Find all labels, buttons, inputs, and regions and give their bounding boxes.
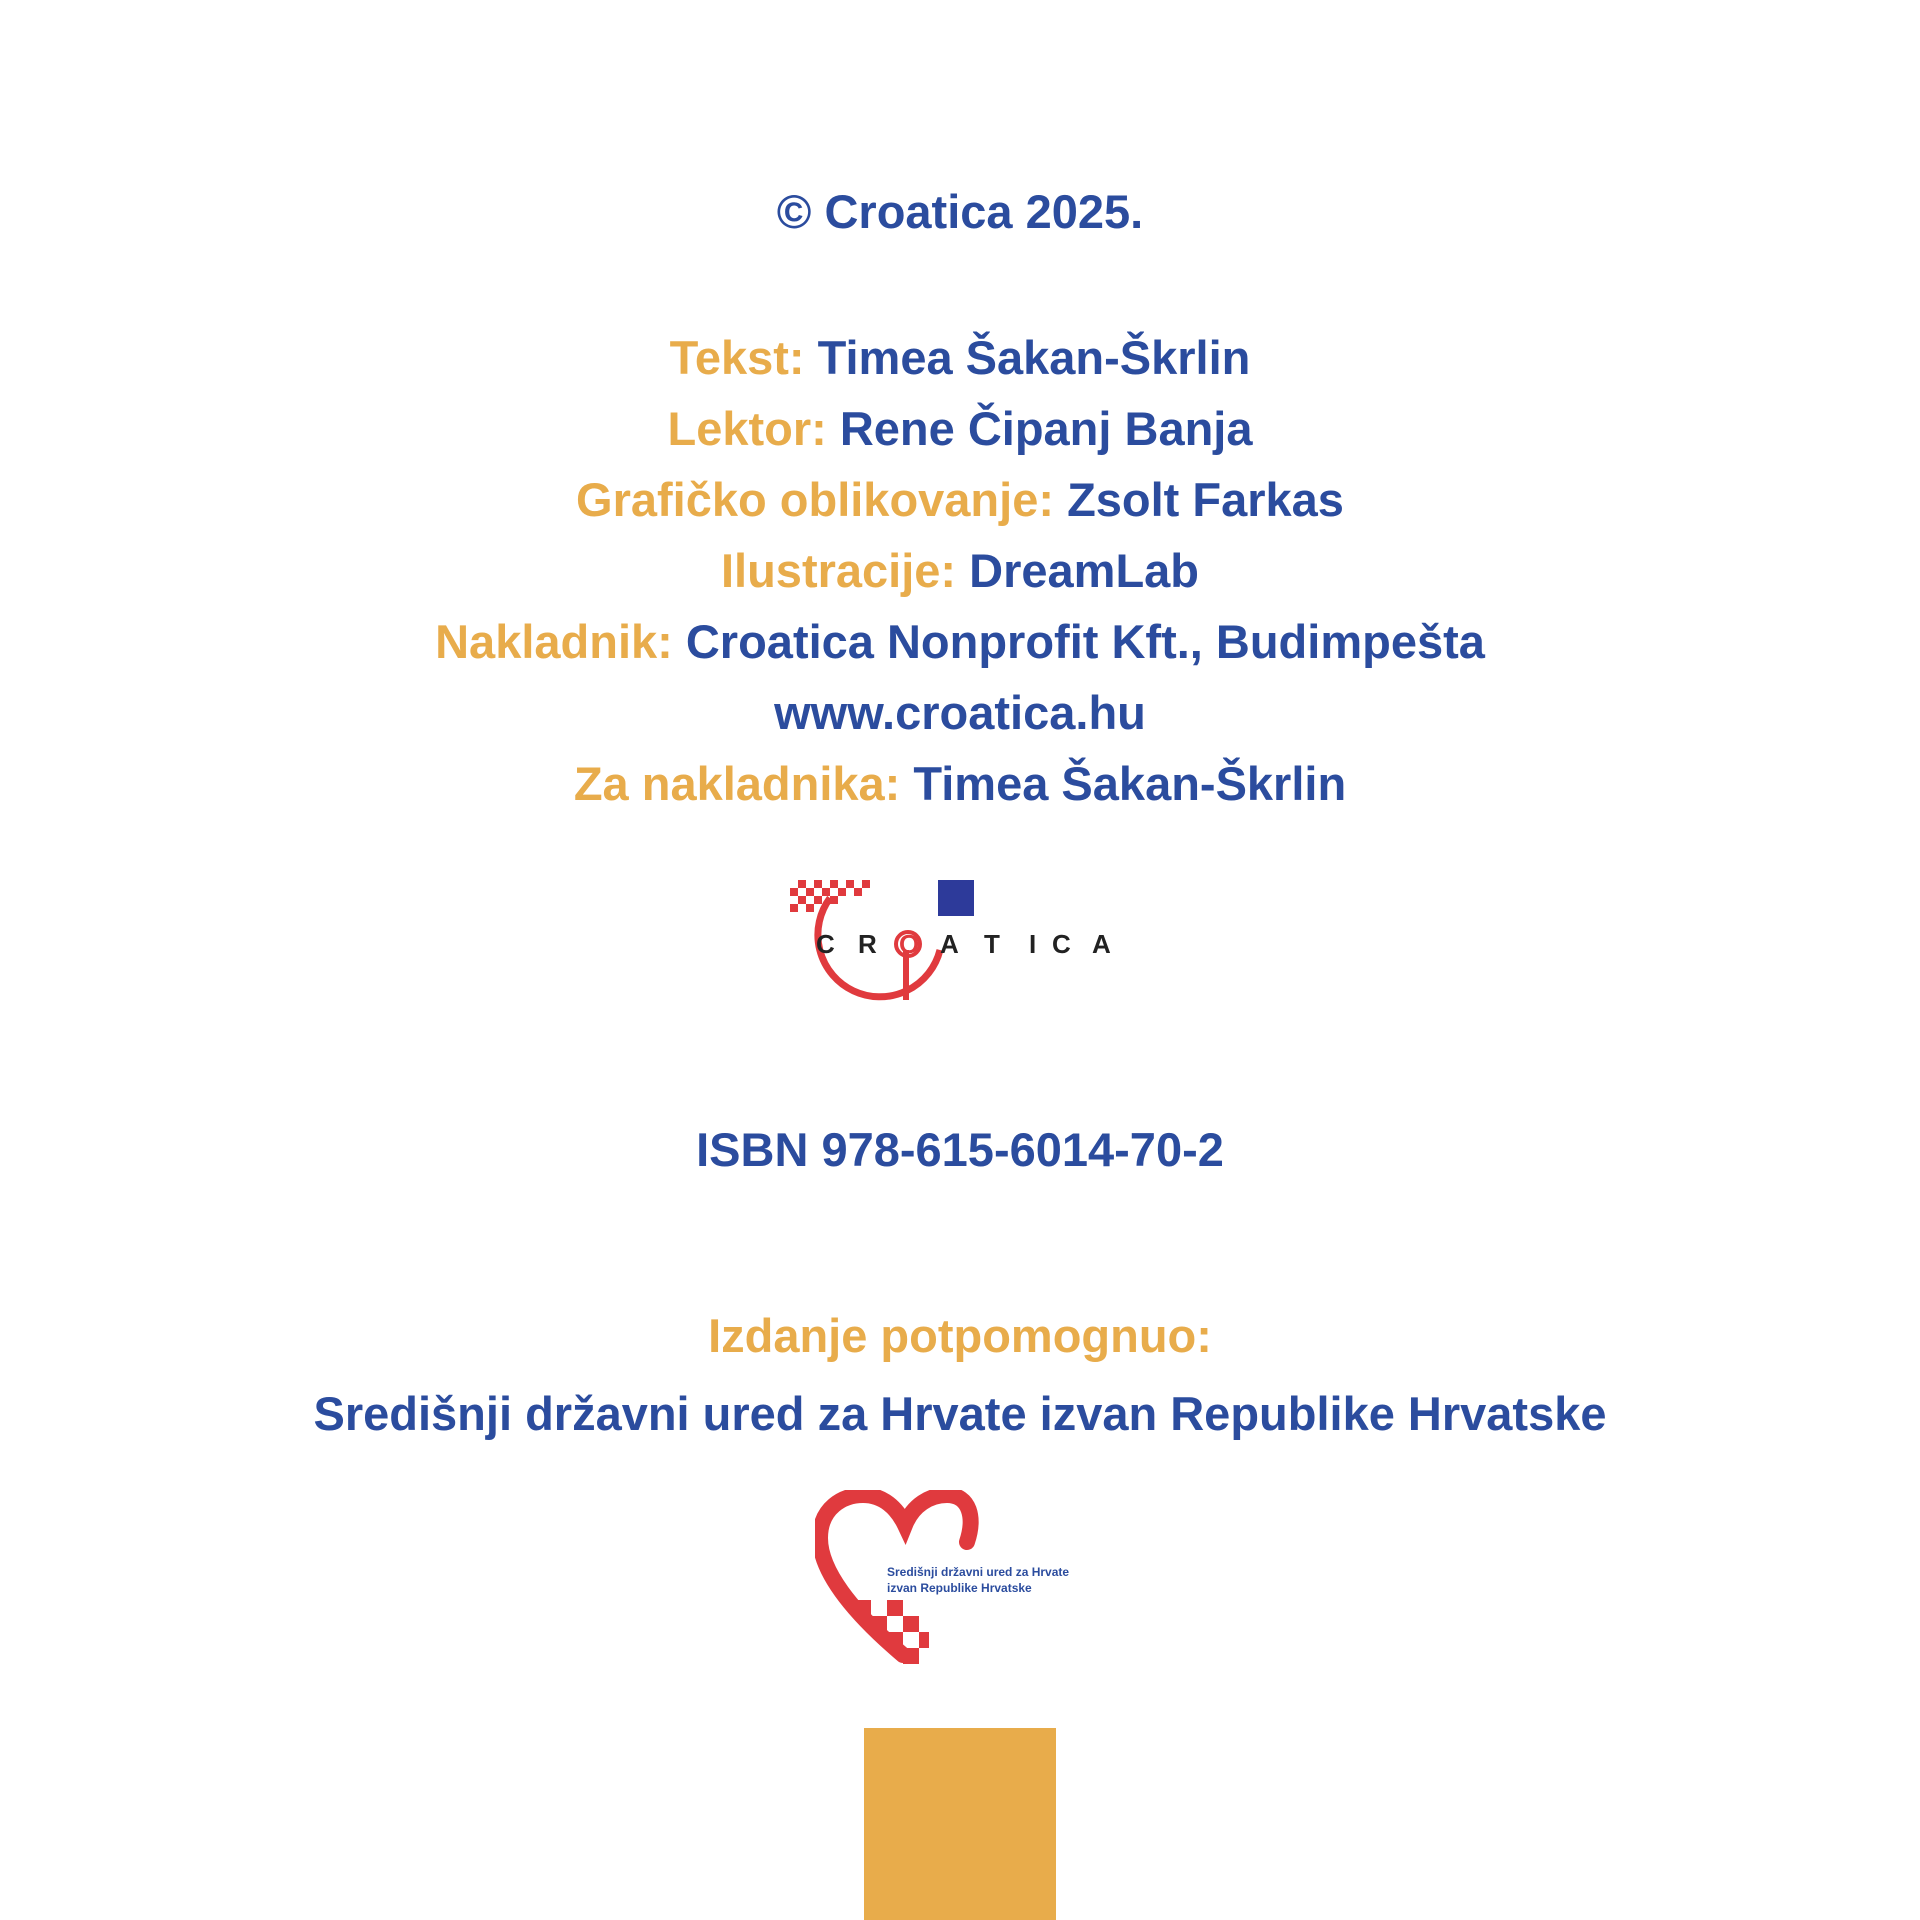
logo-letter: A: [940, 929, 959, 959]
credit-value: Croatica Nonprofit Kft., Budimpešta: [685, 615, 1485, 668]
credit-value: DreamLab: [969, 544, 1199, 597]
credit-value: Timea Šakan-Škrlin: [817, 331, 1251, 384]
office-logo: [815, 1490, 1115, 1675]
website-link[interactable]: www.croatica.hu: [774, 686, 1146, 739]
logo-letter: I: [1029, 929, 1037, 959]
credit-line-text: [0, 328, 1920, 388]
credit-label: Lektor:: [667, 402, 827, 455]
isbn: ISBN 978-615-6014-70-2: [696, 1123, 1224, 1176]
credit-line-publisher-rep: [0, 754, 1920, 814]
credit-label: Za nakladnika:: [573, 757, 901, 810]
office-logo-line1: Središnji državni ured za Hrvate: [887, 1565, 1070, 1579]
credit-value: Timea Šakan-Škrlin: [913, 757, 1347, 810]
credit-label: Tekst:: [669, 331, 805, 384]
bottom-color-block: [864, 1728, 1056, 1920]
credit-line-design: [0, 470, 1920, 530]
logo-arc: [818, 898, 940, 997]
logo-letter: C: [1052, 929, 1071, 959]
copyright: © Croatica 2025.: [776, 185, 1144, 238]
credit-value: Zsolt Farkas: [1067, 473, 1344, 526]
logo-letter: A: [1092, 929, 1111, 959]
credit-label: Ilustracije:: [720, 544, 957, 597]
logo-letter: O: [899, 929, 920, 959]
croatica-logo: [790, 878, 1120, 1023]
office-logo-line2: izvan Republike Hrvatske: [887, 1581, 1032, 1595]
logo-letter: R: [858, 929, 877, 959]
credit-line-illustrations: [0, 541, 1920, 601]
logo-blue-square: [938, 880, 974, 916]
credit-label: Nakladnik:: [435, 615, 673, 668]
logo-letter: T: [984, 929, 1000, 959]
credit-line-publisher: [0, 612, 1920, 672]
logo-letter: C: [816, 929, 835, 959]
checker-pattern: [790, 880, 870, 912]
support-organization: Središnji državni ured za Hrvate izvan Republike Hrvatske: [313, 1387, 1607, 1440]
credit-label: Grafičko oblikovanje:: [576, 473, 1054, 526]
credit-line-lektor: [0, 399, 1920, 459]
support-label: Izdanje potpomognuo:: [708, 1309, 1212, 1362]
credit-value: Rene Čipanj Banja: [839, 402, 1253, 455]
